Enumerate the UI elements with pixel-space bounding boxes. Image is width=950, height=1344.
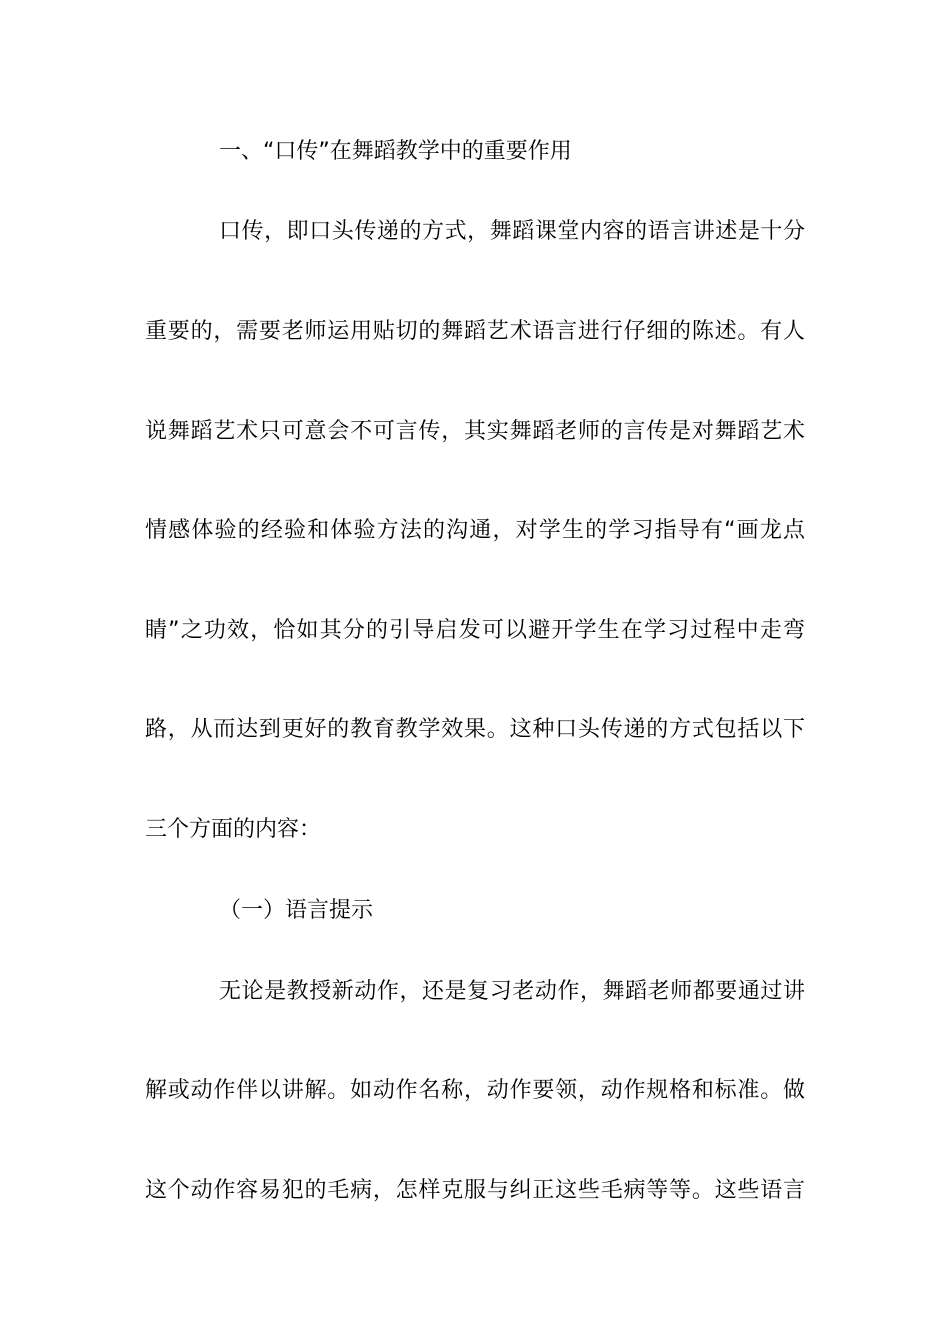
paragraph-line: 这个动作容易犯的毛病，怎样克服与纠正这些毛病等等。这些语言 [145, 1178, 805, 1203]
paragraph-line: 解或动作伴以讲解。如动作名称，动作要领，动作规格和标准。做 [145, 1078, 805, 1103]
paragraph-line: 口传，即口头传递的方式，舞蹈课堂内容的语言讲述是十分 [219, 219, 805, 244]
paragraph-line: 重要的，需要老师运用贴切的舞蹈艺术语言进行仔细的陈述。有人 [145, 319, 805, 344]
paragraph-line: 无论是教授新动作，还是复习老动作，舞蹈老师都要通过讲 [219, 979, 805, 1004]
subsection-heading: （一）语言提示 [219, 898, 374, 923]
paragraph-line: 三个方面的内容： [145, 817, 322, 842]
paragraph-line: 说舞蹈艺术只可意会不可言传，其实舞蹈老师的言传是对舞蹈艺术 [145, 419, 805, 444]
paragraph-line: 睛”之功效，恰如其分的引导启发可以避开学生在学习过程中走弯 [145, 618, 805, 643]
paragraph-line: 情感体验的经验和体验方法的沟通，对学生的学习指导有“画龙点 [145, 518, 805, 543]
section-heading: 一、“口传”在舞蹈教学中的重要作用 [219, 139, 572, 164]
paragraph-line: 路，从而达到更好的教育教学效果。这种口头传递的方式包括以下 [145, 717, 805, 742]
